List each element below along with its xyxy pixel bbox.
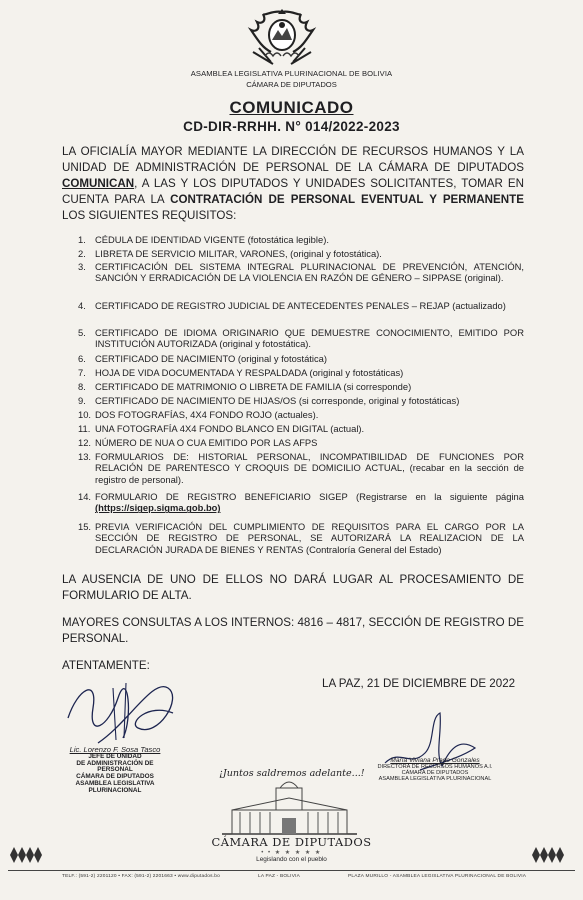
intro-text-2: , A LAS Y LOS DIPUTADOS Y UNIDADES SOLICITANTES, TOMAR EN CUENTA PARA LA: [62, 177, 524, 206]
chamber-building-icon: [218, 780, 361, 836]
footer-stars: • • ★ ★ ★ ★ ★: [261, 850, 322, 856]
document-reference: CD-DIR-RRHH. N° 014/2022-2023: [183, 119, 400, 134]
organization-name: ASAMBLEA LEGISLATIVA PLURINACIONAL DE BOLIVIA: [190, 69, 393, 78]
intro-bold: CONTRATACIÓN DE PERSONAL EVENTUAL Y PERMANENTE: [170, 193, 524, 206]
requirement-text: PREVIA VERIFICACIÓN DEL CUMPLIMIENTO DE REQUISITOS PARA EL CARGO POR LA SECCIÓN DE REGISTRO DE PERSONAL, SE AUTORIZARÁ LA REALIZACION DE LA DECLARACIÓN JURADA DE BIENES Y RENTAS (Contraloría General del Estado): [95, 521, 524, 555]
requirement-item: [78, 261, 524, 284]
requirement-text: CERTIFICADO DE NACIMIENTO (original y fotostática): [95, 353, 327, 364]
requirement-item: [78, 437, 524, 448]
requirement-text: CERTIFICADO DE MATRIMONIO O LIBRETA DE FAMILIA (si corresponde): [95, 381, 412, 392]
signer-1-chamber: CÁMARA DE DIPUTADOS: [76, 773, 154, 781]
requirement-number: 12.: [78, 437, 92, 448]
requirement-item: [78, 395, 524, 406]
requirement-number: 1.: [78, 234, 86, 245]
requirement-item: [78, 423, 524, 434]
chamber-name: CÁMARA DE DIPUTADOS: [246, 80, 337, 89]
requirement-number: 10.: [78, 409, 92, 420]
signer-2-block: [376, 758, 494, 782]
decorative-pattern-icon: [532, 847, 564, 863]
signer-1-name: Lic. Lorenzo F. Sosa Tasco: [69, 745, 161, 754]
intro-verb: COMUNICAN: [62, 177, 135, 190]
requirement-number: 7.: [78, 367, 86, 378]
requirement-item: [78, 491, 524, 514]
footer-tagline: Legislando con el pueblo: [256, 856, 327, 863]
requirement-item: [78, 327, 524, 350]
date-line: LA PAZ, 21 DE DICIEMBRE DE 2022: [322, 677, 516, 690]
signer-2-chamber: CÁMARA DE DIPUTADOS: [401, 770, 469, 776]
signer-1-block: [60, 747, 170, 795]
requirement-item: [78, 451, 524, 485]
requirement-item: [78, 521, 524, 555]
intro-text-3: LOS SIGUIENTES REQUISITOS:: [62, 209, 237, 222]
requirement-number: 8.: [78, 381, 86, 392]
motto-text: ¡Juntos saldremos adelante...!: [219, 768, 365, 779]
requirement-item: [78, 353, 524, 364]
requirement-text: HOJA DE VIDA DOCUMENTADA Y RESPALDADA (original y fotostáticas): [95, 367, 404, 378]
requirement-number: 9.: [78, 395, 86, 406]
bolivia-coat-of-arms-icon: [243, 8, 321, 68]
intro-paragraph: [62, 144, 524, 224]
requirement-text: CERTIFICADO DE REGISTRO JUDICIAL DE ANTECEDENTES PENALES – REJAP (actualizado): [95, 300, 506, 311]
notice-paragraph: LA AUSENCIA DE UNO DE ELLOS NO DARÁ LUGAR AL PROCESAMIENTO DE FORMULARIO DE ALTA.: [62, 573, 524, 602]
requirement-number: 14.: [78, 491, 92, 502]
requirement-number: 3.: [78, 261, 86, 272]
footer-city: LA PAZ - BOLIVIA: [258, 874, 301, 879]
requirement-item: [78, 234, 524, 245]
footer-contact: TELF.: (591-2) 2201120 • FAX: (591-2) 2201663 • www.diputados.bo: [62, 874, 220, 879]
closing-text: ATENTAMENTE:: [62, 659, 150, 672]
requirement-number: 11.: [78, 423, 91, 434]
requirement-text: UNA FOTOGRAFÍA 4X4 FONDO BLANCO EN DIGITAL (actual).: [95, 423, 365, 434]
intro-text-1: LA OFICIALÍA MAYOR MEDIANTE LA DIRECCIÓN DE RECURSOS HUMANOS Y LA UNIDAD DE ADMINISTRACIÓN DE PERSONAL DE LA CÁMARA DE DIPUTADOS: [62, 145, 524, 174]
requirement-item: [78, 300, 524, 311]
signer-1-assembly: ASAMBLEA LEGISLATIVA PLURINACIONAL: [75, 779, 155, 794]
contact-paragraph: MAYORES CONSULTAS A LOS INTERNOS: 4816 – 4817, SECCIÓN DE REGISTRO DE PERSONAL.: [62, 616, 524, 645]
requirement-number: 4.: [78, 300, 86, 311]
signer-2-title: DIRECTORA DE RECURSOS HUMANOS A.I.: [377, 764, 493, 770]
requirement-text: DOS FOTOGRAFÍAS, 4X4 FONDO ROJO (actuales).: [95, 409, 319, 420]
footer-address: PLAZA MURILLO - ASAMBLEA LEGISLATIVA PLURINACIONAL DE BOLIVIA: [348, 874, 527, 879]
signer-2-assembly: ASAMBLEA LEGISLATIVA PLURINACIONAL: [378, 776, 492, 782]
requirement-text: CERTIFICADO DE IDIOMA ORIGINARIO QUE DEMUESTRE CONOCIMIENTO, EMITIDO POR INSTITUCIÓN AUTORIZADA (original y fotostática).: [95, 327, 524, 350]
signer-1-title: JEFE DE UNIDAD: [88, 752, 142, 760]
requirement-text: CÉDULA DE IDENTIDAD VIGENTE (fotostática legible).: [95, 234, 329, 245]
signer-1-unit: DE ADMINISTRACIÓN DE PERSONAL: [76, 759, 154, 774]
signature-1-icon: [58, 668, 188, 748]
requirement-text: CERTIFICACIÓN DEL SISTEMA INTEGRAL PLURINACIONAL DE PREVENCIÓN, ATENCIÓN, SANCIÓN Y ERRADICACIÓN DE LA VIOLENCIA EN RAZÓN DE GÉNERO – SIPPASE (original).: [95, 261, 524, 284]
requirement-item: [78, 367, 524, 378]
footer-divider: [8, 870, 575, 871]
requirement-number: 2.: [78, 248, 86, 259]
requirement-item: [78, 409, 524, 420]
requirement-number: 5.: [78, 327, 86, 338]
requirement-text: CERTIFICADO DE NACIMIENTO DE HIJAS/OS (si corresponde, original y fotostáticas): [95, 395, 460, 406]
requirement-number: 13.: [78, 451, 92, 462]
requirement-item: [78, 381, 524, 392]
sigep-link[interactable]: (https://sigep.sigma.gob.bo): [95, 502, 221, 514]
signer-2-name: María Viviana Prado Gonzales: [390, 757, 480, 764]
requirement-number: 6.: [78, 353, 86, 364]
footer-chamber-name: CÁMARA DE DIPUTADOS: [211, 835, 372, 849]
requirement-text: FORMULARIOS DE: HISTORIAL PERSONAL, INCOMPATIBILIDAD DE FUNCIONES POR RELACIÓN DE PARENTESCO Y CROQUIS DE DOMICILIO ACTUAL, (recabar en la sección de registro de personal).: [95, 451, 524, 485]
document-title: COMUNICADO: [229, 98, 354, 117]
requirement-text: NÚMERO DE NUA O CUA EMITIDO POR LAS AFPS: [95, 437, 318, 448]
decorative-pattern-icon: [10, 847, 42, 863]
requirement-number: 15.: [78, 521, 92, 532]
requirement-text: FORMULARIO DE REGISTRO BENEFICIARIO SIGEP (Registrarse en la siguiente página: [95, 491, 524, 502]
requirement-text: LIBRETA DE SERVICIO MILITAR, VARONES, (original y fotostática).: [95, 248, 382, 259]
requirement-item: [78, 248, 524, 259]
